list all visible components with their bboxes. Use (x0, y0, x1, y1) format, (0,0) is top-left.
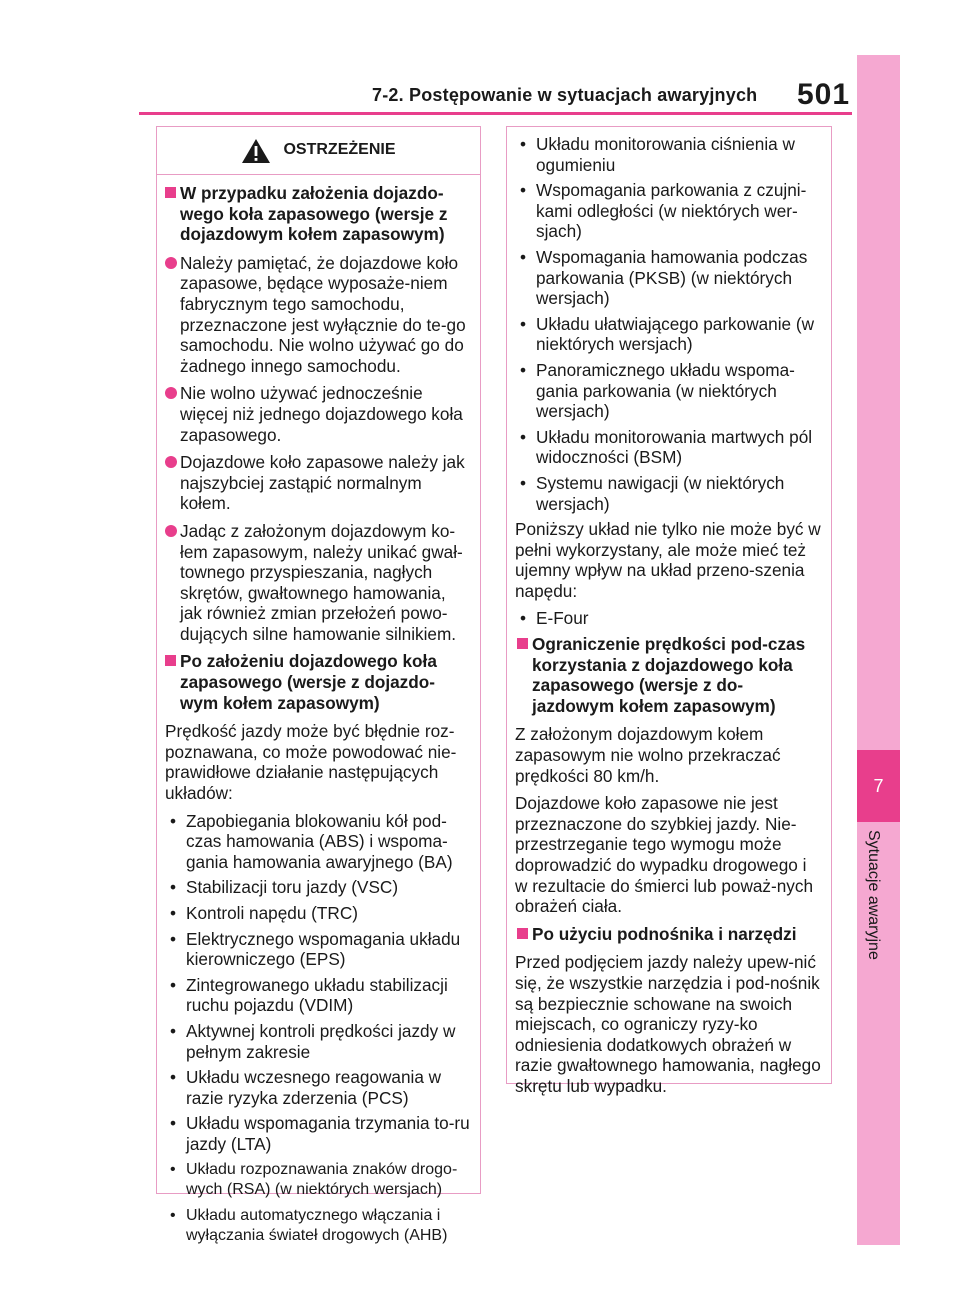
warning-title: OSTRZEŻENIE (283, 141, 396, 159)
section-heading: Ograniczenie prędkości pod-czas korzystania z dojazdowego koła zapasowego (wersje z do-jazdowym kołem zapasowym) (517, 634, 823, 716)
bullet-item: • E-Four (520, 608, 589, 629)
bullet-item: • Układu wczesnego reagowania w razie ryzyka zderzenia (PCS) (170, 1067, 442, 1108)
warning-header (157, 127, 480, 175)
dot-item: Należy pamiętać, że dojazdowe koło zapasowe, będące wyposaże-niem fabrycznym tego samochodu, przeznaczone jest wyłącznie do te-go samochodu. Nie wolno używać go do żadnego innego samochodu. (165, 253, 472, 377)
header-title: 7-2. Postępowanie w sytuacjach awaryjnych (372, 85, 758, 105)
bullet-item: • Wspomagania parkowania z czujni-kami odległości (w niektórych wer-sjach) (520, 180, 807, 242)
dot-marker-icon (165, 387, 177, 399)
paragraph: Poniższy układ nie tylko nie może być w pełni wykorzystany, ale może mieć też ujemny wpływ na układ przeno-szenia napędu: (515, 519, 821, 601)
square-marker-icon (517, 638, 528, 649)
dot-marker-icon (165, 525, 177, 537)
bullet-item: • Kontroli napędu (TRC) (170, 903, 358, 923)
paragraph: Dojazdowe koło zapasowe nie jest przeznaczone do szybkiej jazdy. Nie-przestrzeganie tego wymogu może doprowadzić do wypadku drogowego i w rezultacie do śmierci lub poważ-nych obrażeń ciała. (515, 793, 814, 917)
warning-box-continued (506, 126, 832, 1096)
section-heading: Po użyciu podnośnika i narzędzi (517, 924, 823, 945)
bullet-item: • Układu ułatwiającego parkowanie (w niektórych wersjach) (520, 313, 815, 355)
bullet-item: • Panoramicznego układu wspoma-gania parkowania (w niektórych wersjach) (520, 359, 795, 422)
paragraph: Z założonym dojazdowym kołem zapasowym nie wolno przekraczać prędkości 80 km/h. (515, 724, 781, 786)
bullet-item: • Stabilizacji toru jazdy (VSC) (170, 877, 399, 898)
side-tab (857, 55, 900, 1245)
dot-item: Dojazdowe koło zapasowe należy jak najszybciej zastąpić normalnym kołem. (165, 452, 472, 514)
bullet-item: • Układu monitorowania martwych pól widoczności (BSM) (520, 426, 813, 468)
warning-triangle-icon (241, 138, 271, 164)
bullet-item: • Aktywnej kontroli prędkości jazdy w pełnym zakresie (170, 1020, 456, 1062)
side-tab-number: 7 (857, 750, 900, 822)
paragraph: Prędkość jazdy może być błędnie roz-poznawana, co może powodować nie-prawidłowe działanie następujących układów: (165, 721, 457, 804)
side-tab-label: Sytuacje awaryjne (865, 830, 882, 960)
bullet-item: • Zapobiegania blokowaniu kół pod-czas hamowania (ABS) i wspoma-gania hamowania awaryjnego (BA) (170, 810, 453, 872)
bullet-item: • Elektrycznego wspomagania układu kierowniczego (EPS) (170, 928, 461, 970)
square-marker-icon (165, 187, 176, 198)
dot-marker-icon (165, 257, 177, 269)
page-number: 501 (797, 78, 851, 111)
square-marker-icon (517, 928, 528, 939)
bullet-item: • Układu wspomagania trzymania to-ru jazdy (LTA) (170, 1113, 470, 1154)
bullet-item: • Systemu nawigacji (w niektórych wersjach) (520, 472, 785, 514)
paragraph: Przed podjęciem jazdy należy upew-nić się, że wszystkie narzędzia i pod-nośnik są bezpiecznie schowane na swoich miejscach, co ograniczy ryzy-ko odniesienia dodatkowych obrażeń w razie gwałtownego hamowania, nagłego skrętu lub wypadku. (515, 952, 821, 1096)
square-marker-icon (165, 655, 176, 666)
bullet-item: • Zintegrowanego układu stabilizacji ruchu pojazdu (VDIM) (170, 974, 448, 1016)
warning-box (156, 126, 481, 1245)
bullet-item: • Wspomagania hamowania podczas parkowania (PKSB) (w niektórych wersjach) (520, 246, 808, 309)
section-heading: Po założeniu dojazdowego koła zapasowego (wersje z dojazdo-wym kołem zapasowym) (165, 651, 472, 713)
section-heading: W przypadku założenia dojazdo-wego koła zapasowego (wersje z dojazdowym kołem zapasowym) (165, 183, 472, 245)
dot-marker-icon (165, 456, 177, 468)
dot-item: Nie wolno używać jednocześnie więcej niż jednego dojazdowego koła zapasowego. (165, 383, 472, 445)
bullet-item: • Układu rozpoznawania znaków drogo-wych (RSA) (w niektórych wersjach) (170, 1160, 458, 1199)
dot-item: Jadąc z założonym dojazdowym ko-łem zapasowym, należy unikać gwał-townego przyspieszania, nagłych skrętów, gwałtownego hamowania, jak również zmian przełożeń powo-dujących silne hamowanie silnikiem. (165, 521, 472, 645)
header-rule (139, 112, 852, 115)
bullet-item: • Układu monitorowania ciśnienia w ogumieniu (520, 134, 795, 175)
bullet-item: • Układu automatycznego włączania i wyłączania świateł drogowych (AHB) (170, 1206, 448, 1245)
